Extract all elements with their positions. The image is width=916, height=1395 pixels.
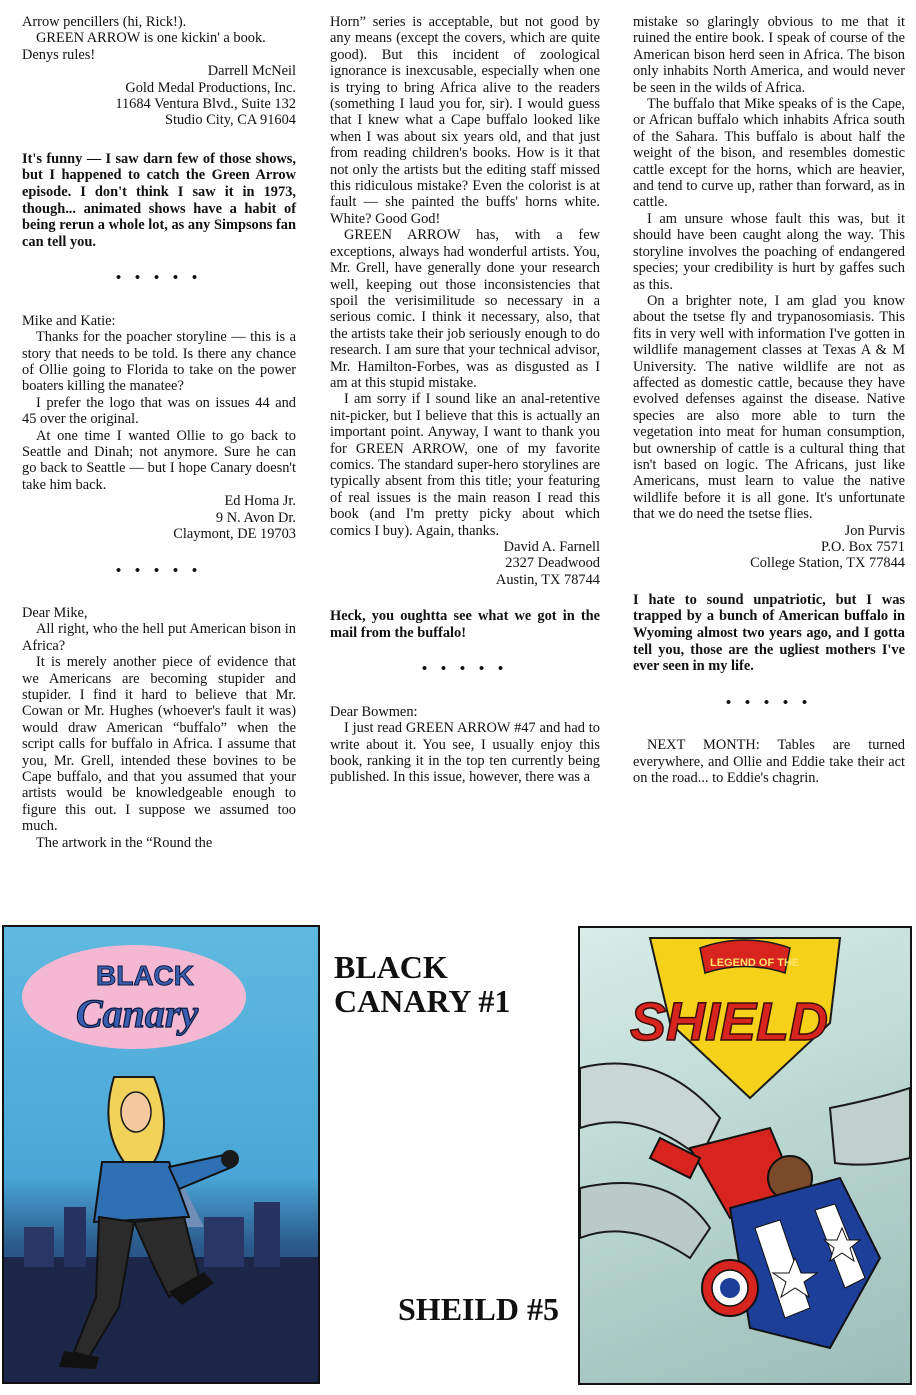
body-text: mistake so glaringly obvious to me that it ruined the entire book. I speak of course of the American bison herd seen in Africa. The bison only inhabits North America, and would never be seen in the wilds of Africa. xyxy=(633,14,905,96)
logo-black-text: BLACK xyxy=(96,960,194,991)
machine-arm xyxy=(580,1064,720,1158)
signature-name: Jon Purvis xyxy=(844,522,905,539)
signature-line: Austin, TX 78744 xyxy=(495,571,600,588)
body-text: It is merely another piece of evidence that we Americans are becoming stupider and stupider. I find it hard to believe that Mr. Cowan or Mr. Hughes (whoever's fault it was) would draw American “buffalo” when the script calls for buffalo in Africa. I assume that you, Mr. Grell, intended these bovines to be Cape buffalo, and that you assumed that your artists would be knowledgeable enough to figure this out. I suppose we assumed too much. xyxy=(22,654,296,835)
shield-cover-art xyxy=(578,926,912,1385)
body-text: I prefer the logo that was on issues 44 and 45 over the original. xyxy=(22,394,296,428)
signature-line: P.O. Box 7571 xyxy=(821,539,905,555)
body-text: GREEN ARROW is one kickin' a book. Denys rules! xyxy=(22,30,266,63)
logo-legend-text: LEGEND OF THE xyxy=(710,957,800,969)
logo-shield-text: SHIELD xyxy=(630,992,829,1052)
body-text: Horn” series is acceptable, but not good by any means (except the covers, which are quite good). But this incident of zoological ignorance is inexcusable, especially when one is trying to bring Africa alive to the readers (something I laud you for, sir). I would guess that I knew what a Cape buffalo looked like when I was about six years old, and that just from reading children's books. How is it that not only the artists but the editing staff missed this ridiculous mistake? Even the colorist is at fault — she painted the buffs' horns white. White? Good God! xyxy=(330,14,600,227)
letter-salutation: Mike and Katie: xyxy=(22,312,116,329)
signature-name: Ed Homa Jr. xyxy=(224,493,296,510)
signature-line: 9 N. Avon Dr. xyxy=(215,509,296,526)
signature-line: Studio City, CA 91604 xyxy=(164,112,296,129)
section-divider: • • • • • xyxy=(725,694,813,711)
black-canary-illustration xyxy=(4,927,318,1382)
section-divider: • • • • • xyxy=(115,270,203,287)
body-text: The buffalo that Mike speaks of is the Cape, or African buffalo which inhabits Africa south of the Sahara. This buffalo is about half the weight of the bison, and resembles domestic cattle except for the horns, which are heavier, and tend to curve up, rather than forward, as in cattle. xyxy=(633,96,905,211)
body-text: I am sorry if I sound like an anal-retentive nit-picker, but I believe that this is actually an important point. Anyway, I want to thank you for GREEN ARROW, one of my favorite comics. The standard super-hero storylines are typically absent from this title; your featuring of real issues is the main reason I read this book (and I'm pretty picky about which comics I buy). Again, thanks. xyxy=(330,391,600,539)
signature-line: College Station, TX 77844 xyxy=(750,555,905,572)
logo-canary-text: Canary xyxy=(76,991,199,1036)
column-1 xyxy=(22,14,296,851)
signature-line: Claymont, DE 19703 xyxy=(173,526,296,543)
letter-signature xyxy=(330,539,600,588)
signature-line: 11684 Ventura Blvd., Suite 132 xyxy=(115,96,296,113)
signature-line: Gold Medal Productions, Inc. xyxy=(125,79,296,96)
body-text: I am unsure whose fault this was, but it should have been caught along the way. This storyline involves the poaching of endangered species; your credibility is hurt by gaffes such as this. xyxy=(633,210,905,293)
shield-illustration xyxy=(580,928,910,1383)
letter-salutation: Dear Mike, xyxy=(22,604,88,621)
body-text: On a brighter note, I am glad you know about the tsetse fly and trypanosomiasis. This fits in very well with information I've gotten in wildlife management classes at Texas A & M University. The native wildlife are not as affected as domestic cattle, because they have evolved defenses against the disease. Native species are also more able to turn the vegetation into meat for human consumption, but ownership of cattle is a cultural thing that isn't based on logic. The Africans, just like Americans, must learn to value the native wildlife before it is all gone. It's unfortunate that we do need the tsetse flies. xyxy=(633,292,905,523)
letter-signature xyxy=(22,493,296,542)
column-2 xyxy=(330,14,600,786)
shield-title: SHEILD #5 xyxy=(398,1291,559,1327)
signature-name: David A. Farnell xyxy=(503,539,600,555)
editor-reply: Heck, you oughtta see what we got in the mail from the buffalo! xyxy=(330,608,600,641)
signature-line: 2327 Deadwood xyxy=(505,555,600,572)
body-text: GREEN ARROW has, with a few exceptions, always had wonderful artists. You, Mr. Grell, have generally done your research well, keeping out those inconsistencies that spoil the verisimilitude so necessary in a serious comic. I think it necessary, also, that the artists take their job seriously enough to do research. I am sure that your technical advisor, Mr. Hamilton-Forbes, was as disgusted as I am at this stupid mistake. xyxy=(330,227,600,391)
body-text: All right, who the hell put American bison in Africa? xyxy=(22,621,296,654)
editor-reply: I hate to sound unpatriotic, but I was trapped by a bunch of American buffalo in Wyoming almost two years ago, and I gotta tell you, those are the ugliest mothers I've ever seen in my life. xyxy=(633,591,905,675)
letter-signature xyxy=(633,523,905,572)
signature-name: Darrell McNeil xyxy=(207,63,296,80)
body-text: Arrow pencillers (hi, Rick!). xyxy=(22,14,187,30)
body-text: I just read GREEN ARROW #47 and had to write about it. You see, I usually enjoy this book, ranking it in the top ten currently being published. In this issue, however, there was a xyxy=(330,720,600,786)
body-text: At one time I wanted Ollie to go back to Seattle and Dinah; not anymore. Sure he can go back to Seattle — but I hope Canary doesn't take him back. xyxy=(22,427,296,493)
column-3 xyxy=(633,14,905,786)
letter-salutation: Dear Bowmen: xyxy=(330,703,418,720)
editor-reply: It's funny — I saw darn few of those shows, but I happened to catch the Green Arrow episode. I don't think I saw it in 1973, though... animated shows have a habit of being rerun a whole lot, as any Simpsons fan can tell you. xyxy=(22,150,296,250)
black-canary-title: BLACK CANARY #1 xyxy=(334,949,511,1019)
body-text: Thanks for the poacher storyline — this is a story that needs to be told. Is there any chance of Ollie going to Florida to take on the power boaters killing the manatee? xyxy=(22,329,296,395)
section-divider: • • • • • xyxy=(115,562,203,579)
next-month-teaser: NEXT MONTH: Tables are turned everywhere, and Ollie and Eddie take their act on the road... to Eddie's chagrin. xyxy=(633,737,905,786)
letter-signature xyxy=(22,63,296,129)
section-divider: • • • • • xyxy=(421,661,509,678)
black-canary-cover-art xyxy=(2,925,320,1384)
body-text: The artwork in the “Round the xyxy=(36,834,213,851)
